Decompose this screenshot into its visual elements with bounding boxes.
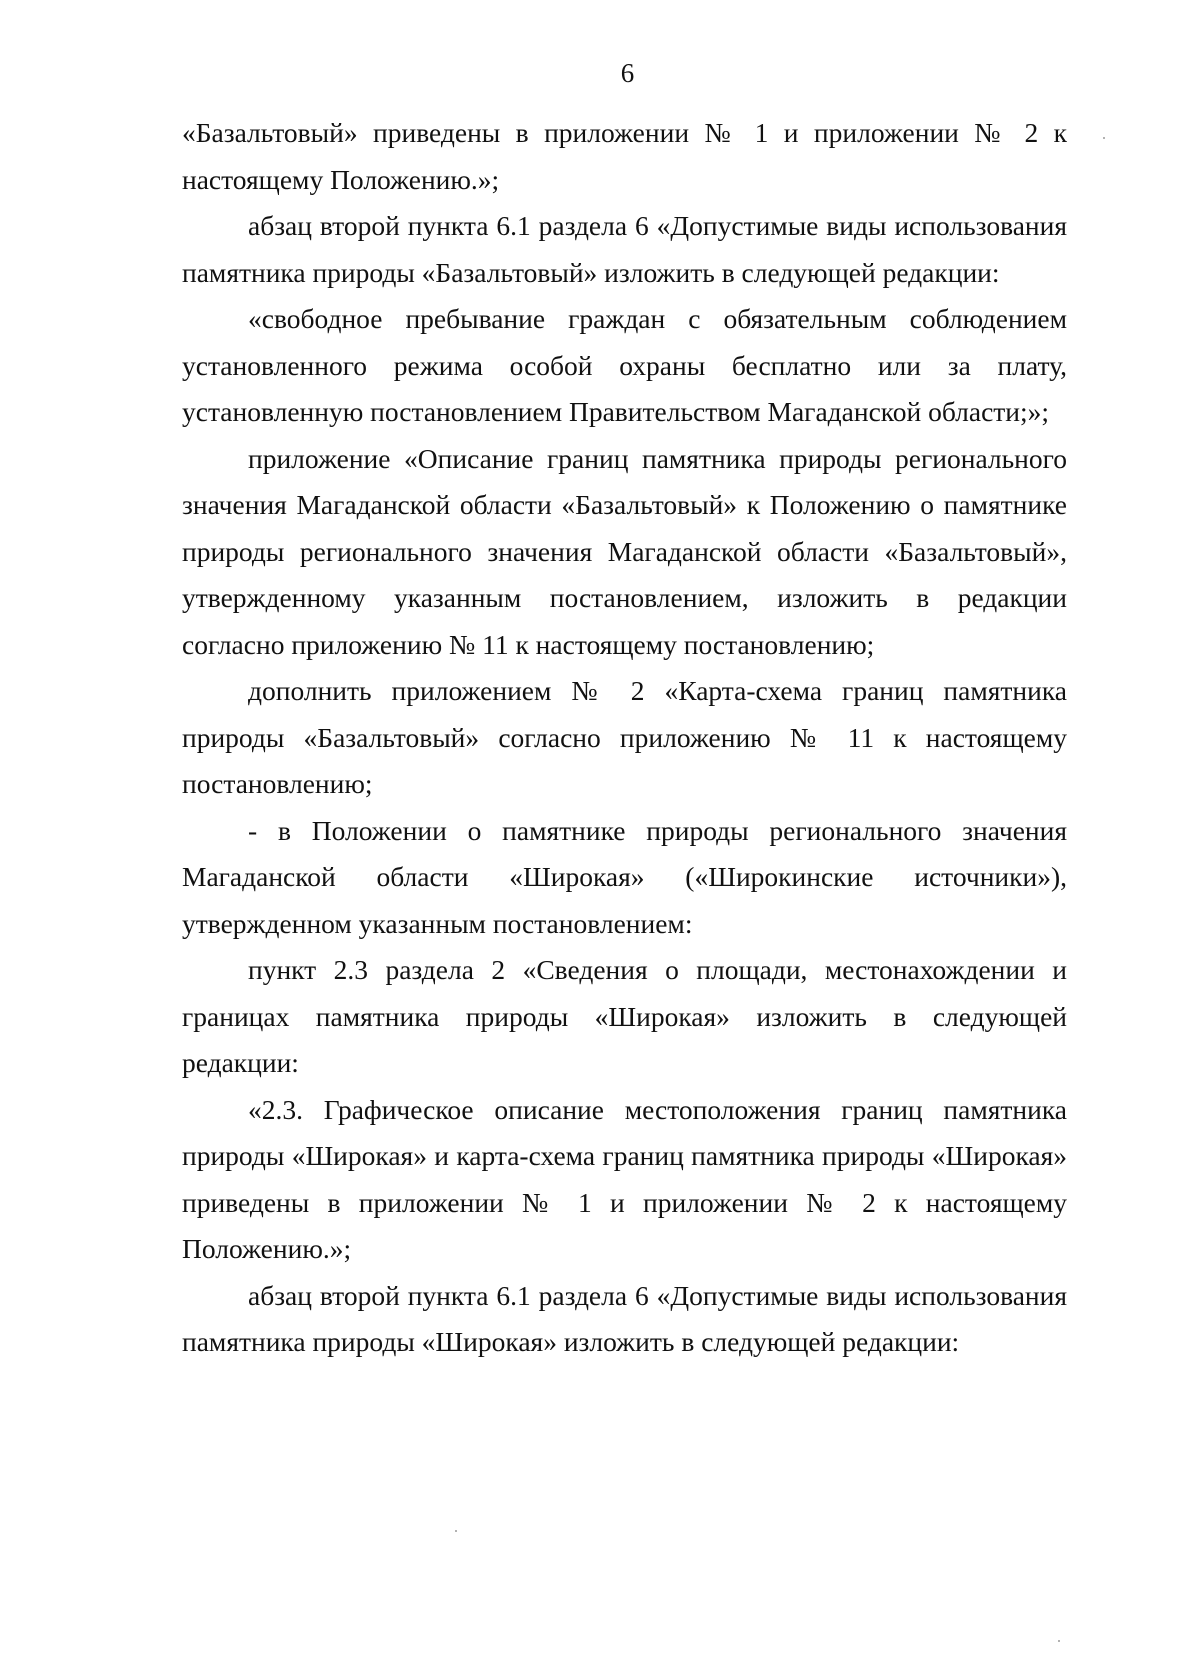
paragraph-basalt-clause-6-1: абзац второй пункта 6.1 раздела 6 «Допустимые виды использования памятника природы «Базальтовый» изложить в следующей редакции: bbox=[182, 210, 1067, 288]
paragraph-shirokaya-clause-6-1: абзац второй пункта 6.1 раздела 6 «Допустимые виды использования памятника природы «Широкая» изложить в следующей редакции: bbox=[182, 1279, 1067, 1357]
page-number: 6 bbox=[620, 58, 635, 88]
scan-speck bbox=[455, 1530, 457, 1532]
paragraph-shirokaya-regulation: - в Положении о памятнике природы регионального значения Магаданской области «Широкая» («Широкинские источники»), утвержденном указанным постановлением: bbox=[182, 814, 1067, 939]
paragraph-basalt-map-appendix: дополнить приложением № 2 «Карта-схема границ памятника природы «Базальтовый» согласно приложению № 11 к настоящему постановлению; bbox=[182, 675, 1067, 799]
document-body bbox=[182, 110, 1067, 1366]
paragraph-basalt-free-stay: «свободное пребывание граждан с обязательным соблюдением установленного режима особой охраны бесплатно или за плату, установленную постановлением Правительством Магаданской области;»; bbox=[182, 303, 1067, 427]
paragraph-shirokaya-graphic-description: «2.3. Графическое описание местоположения границ памятника природы «Широкая» и карта-схема границ памятника природы «Широкая» приведены в приложении № 1 и приложении № 2 к настоящему Положению.»; bbox=[182, 1093, 1067, 1264]
scan-speck bbox=[1103, 137, 1105, 139]
paragraph-basalt-boundaries-appendix: приложение «Описание границ памятника природы регионального значения Магаданской области «Базальтовый» к Положению о памятнике природы регионального значения Магаданской области «Базальтовый», утвержденному указанным постановлением, изложить в редакции согласно приложению № 11 к настоящему постановлению; bbox=[182, 442, 1067, 660]
paragraph-shirokaya-clause-2-3: пункт 2.3 раздела 2 «Сведения о площади, местонахождении и границах памятника природы «Широкая» изложить в следующей редакции: bbox=[182, 954, 1067, 1078]
paragraph-basalt-appendix-reference: «Базальтовый» приведены в приложении № 1 и приложении № 2 к настоящему Положению.»; bbox=[182, 117, 1067, 195]
scan-speck bbox=[1058, 1640, 1060, 1642]
